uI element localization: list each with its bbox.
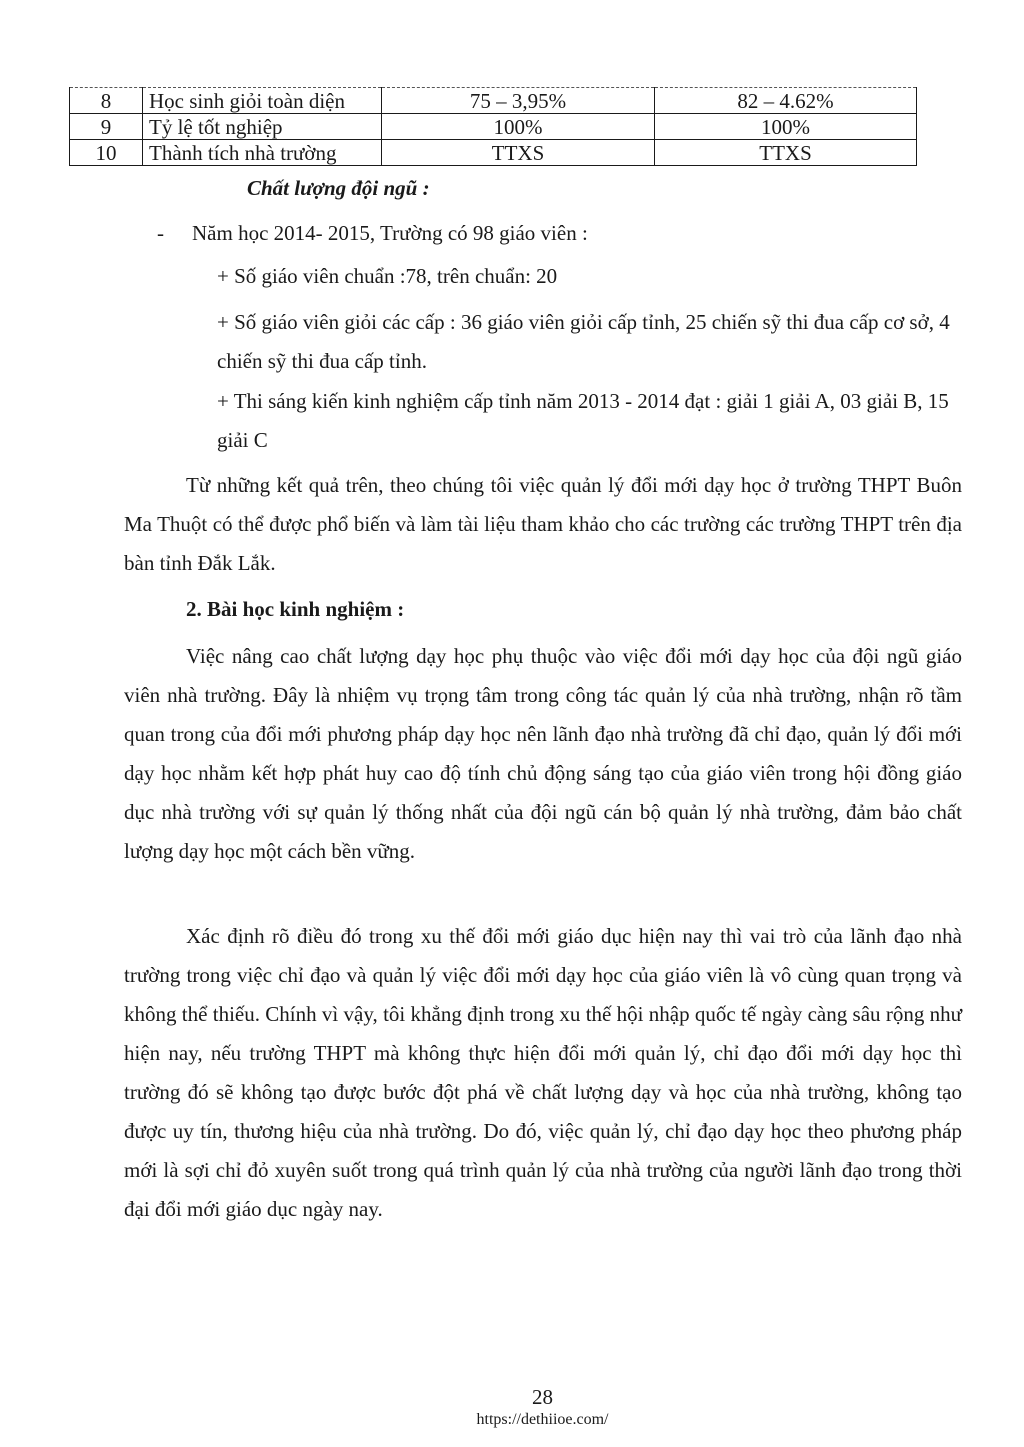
row-number: 9	[70, 114, 143, 140]
row-value-year1: TTXS	[382, 140, 655, 166]
page-number: 28	[532, 1385, 553, 1409]
row-value-year1: 100%	[382, 114, 655, 140]
row-item: Học sinh giỏi toàn diện	[143, 88, 382, 114]
staff-quality-heading: Chất lượng đội ngũ :	[247, 176, 430, 200]
conclusion-paragraph: Từ những kết quả trên, theo chúng tôi việc quản lý đổi mới dạy học ở trường THPT Buôn Ma Thuột có thể được phổ biến và làm tài liệu tham khảo cho các trường các trường THPT trên địa bàn tỉnh Đắk Lắk.	[124, 473, 962, 575]
staff-item-initiative: + Thi sáng kiến kinh nghiệm cấp tỉnh năm 2013 - 2014 đạt : giải 1 giải A, 03 giải B, 15 giải C	[217, 389, 949, 452]
row-value-year1: 75 – 3,95%	[382, 88, 655, 114]
row-item: Thành tích nhà trường	[143, 140, 382, 166]
list-dash: -	[157, 221, 164, 245]
table-row	[70, 140, 917, 166]
row-value-year2: TTXS	[655, 140, 917, 166]
row-number: 8	[70, 88, 143, 114]
row-value-year2: 100%	[655, 114, 917, 140]
row-number: 10	[70, 140, 143, 166]
table-row	[70, 114, 917, 140]
lessons-paragraph-1: Việc nâng cao chất lượng dạy học phụ thuộc vào việc đổi mới dạy học của đội ngũ giáo viên nhà trường. Đây là nhiệm vụ trọng tâm trong công tác quản lý của nhà trường, nhận rõ tầm quan trong của đổi mới phương pháp dạy học nên lãnh đạo nhà trường đã chỉ đạo, quản lý đổi mới dạy học nhằm kết hợp phát huy cao độ tính chủ động sáng tạo của giáo viên trong hội đồng giáo dục nhà trường với sự quản lý thống nhất của đội ngũ cán bộ quản lý nhà trường, đảm bảo chất lượng dạy học một cách bền vững.	[124, 644, 962, 863]
staff-intro: Năm học 2014- 2015, Trường có 98 giáo viên :	[192, 221, 588, 245]
results-table	[69, 87, 917, 166]
table-row	[70, 88, 917, 114]
lessons-paragraph-2: Xác định rõ điều đó trong xu thế đổi mới giáo dục hiện nay thì vai trò của lãnh đạo nhà trường trong việc chỉ đạo và quản lý việc đổi mới dạy học của giáo viên là vô cùng quan trọng và không thể thiếu. Chính vì vậy, tôi khẳng định trong xu thế hội nhập quốc tế ngày càng sâu rộng như hiện nay, nếu trường THPT mà không thực hiện đổi mới quản lý, chỉ đạo đổi mới dạy học thì trường đó sẽ không tạo được bước đột phá về chất lượng dạy và học của nhà trường, không tạo được uy tín, thương hiệu của nhà trường. Do đó, việc quản lý, chỉ đạo dạy học theo phương pháp mới là sợi chỉ đỏ xuyên suốt trong quá trình quản lý của nhà trường của người lãnh đạo trong thời đại đổi mới giáo dục ngày nay.	[124, 924, 962, 1221]
lessons-heading: 2. Bài học kinh nghiệm :	[186, 597, 405, 621]
row-value-year2: 82 – 4.62%	[655, 88, 917, 114]
row-item: Tỷ lệ tốt nghiệp	[143, 114, 382, 140]
staff-item-standard: + Số giáo viên chuẩn :78, trên chuẩn: 20	[217, 264, 558, 288]
staff-item-excellent: + Số giáo viên giỏi các cấp : 36 giáo viên giỏi cấp tỉnh, 25 chiến sỹ thi đua cấp cơ sở, 4 chiến sỹ thi đua cấp tỉnh.	[217, 310, 950, 373]
footer-url[interactable]: https://dethiioe.com/	[476, 1411, 609, 1428]
